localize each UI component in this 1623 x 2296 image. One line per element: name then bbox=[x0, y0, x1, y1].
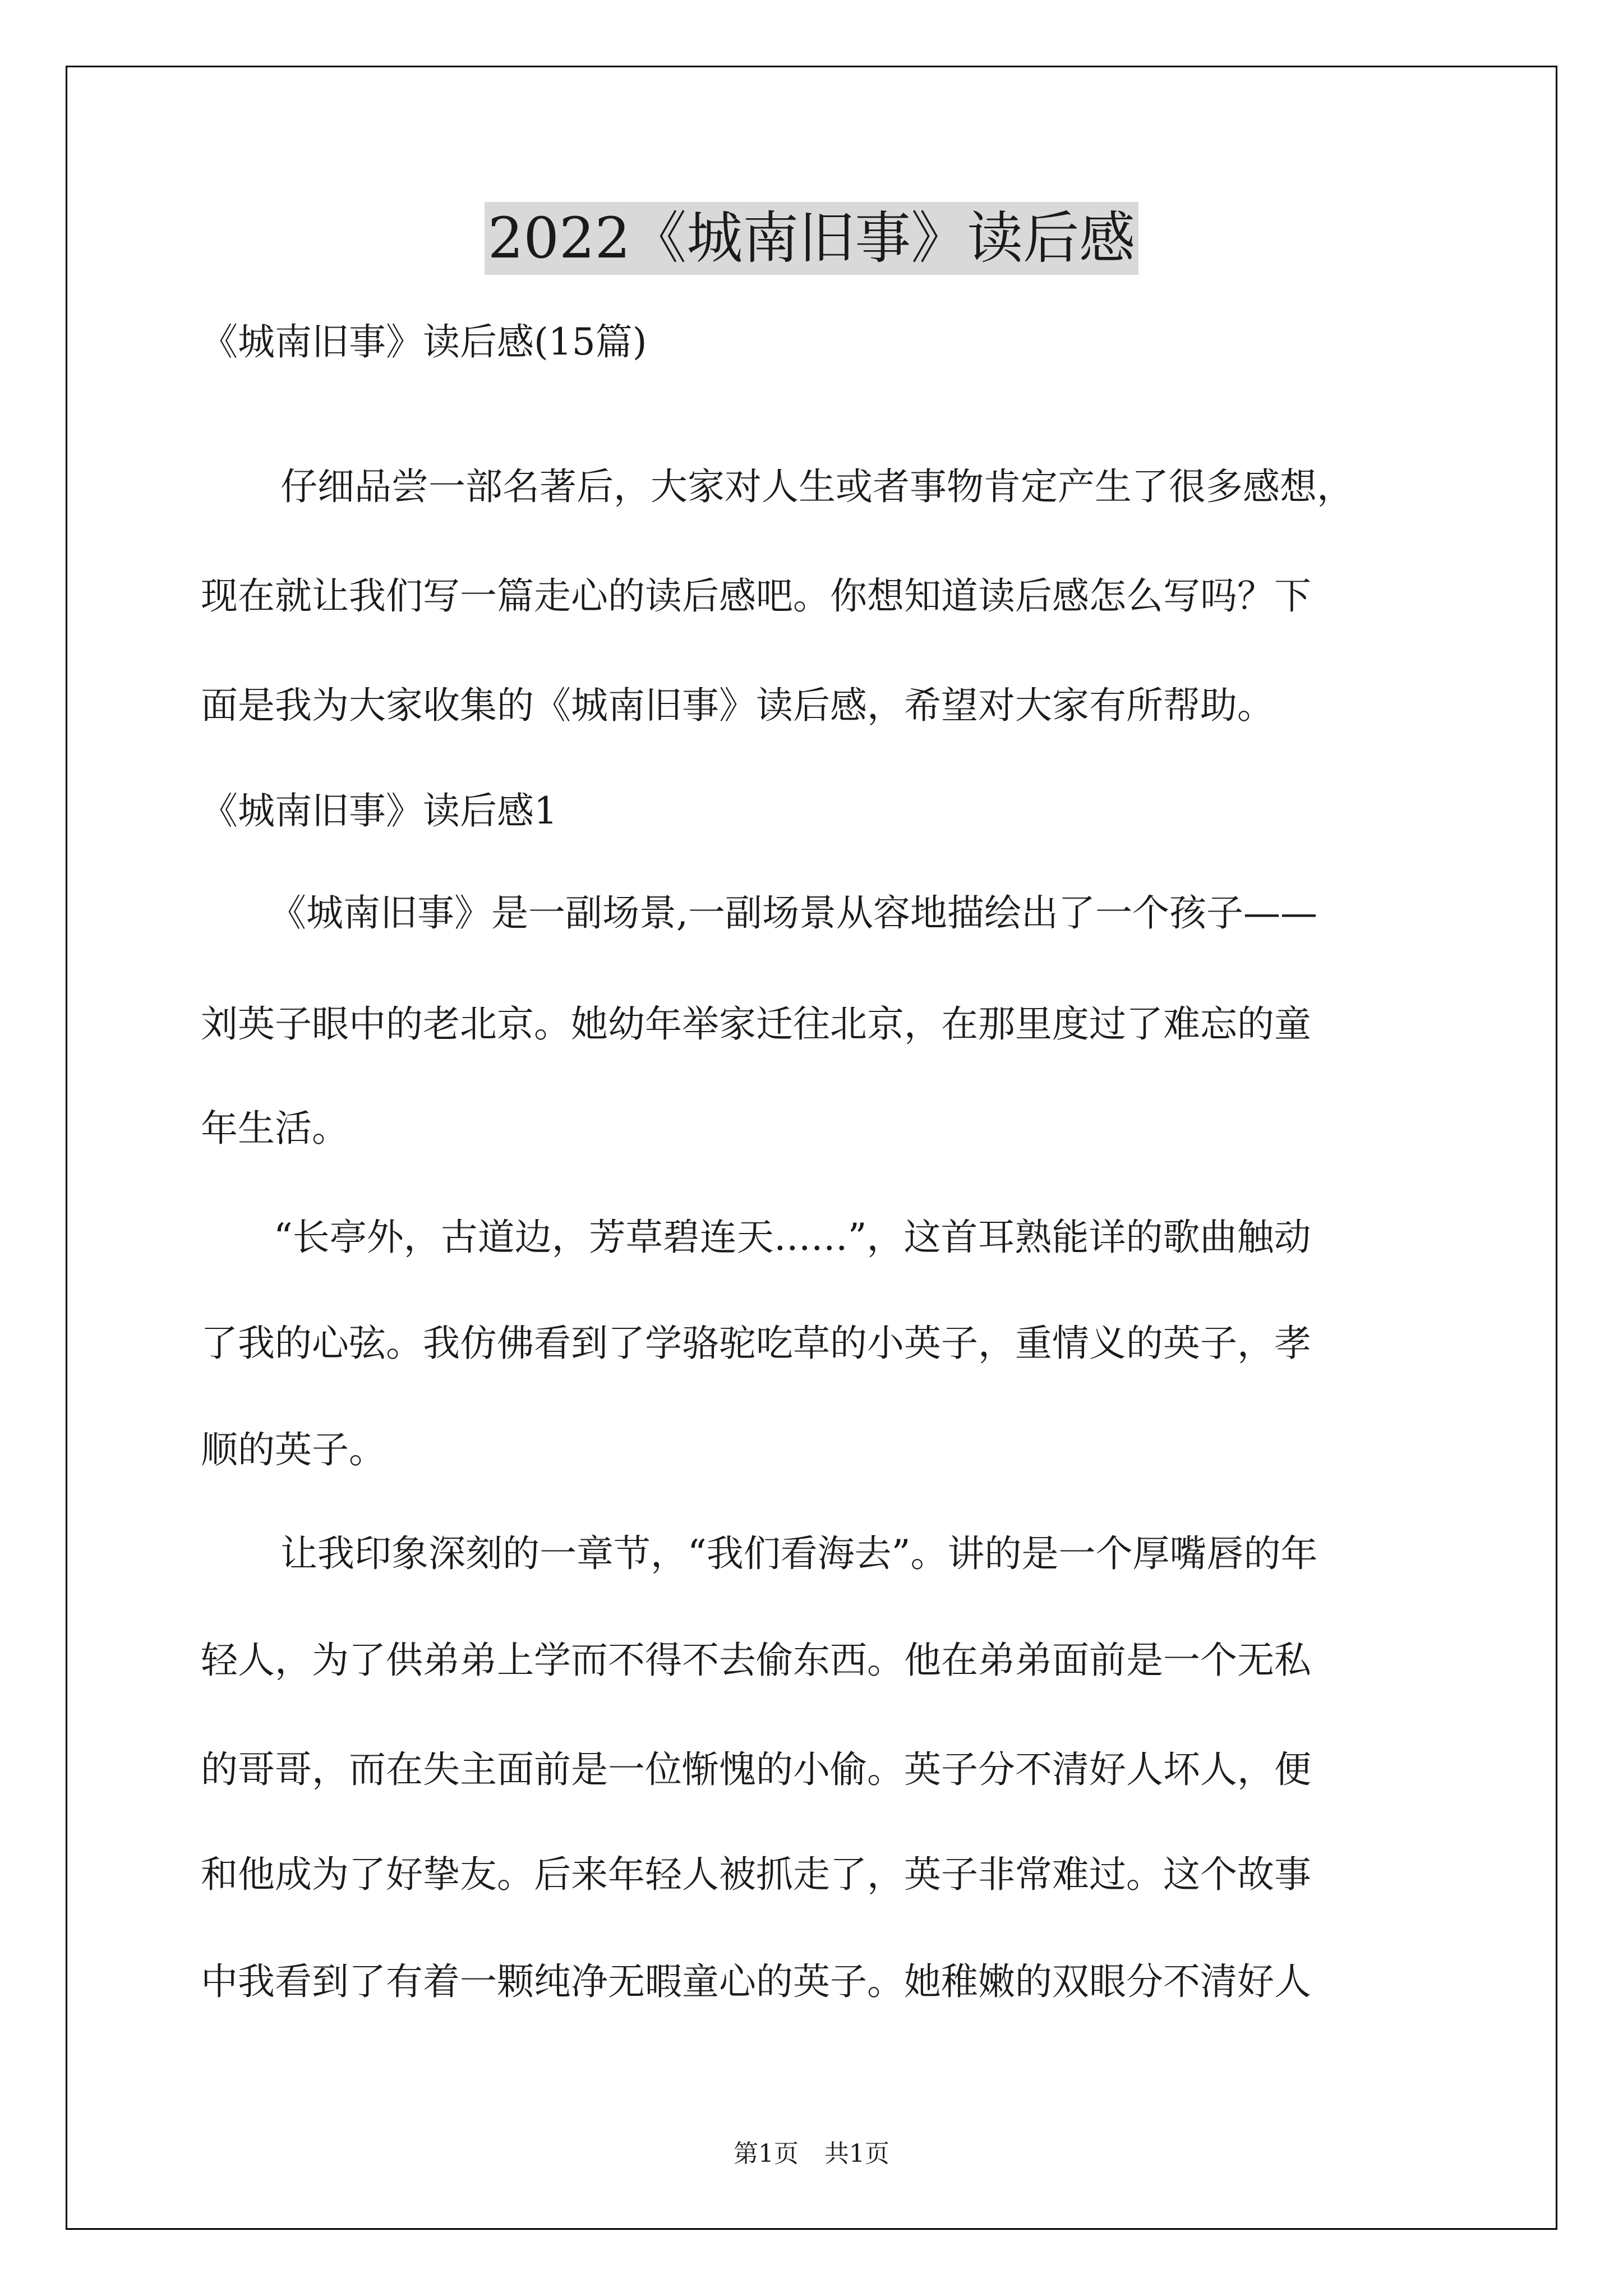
paragraph-line: 中我看到了有着一颗纯净无暇童心的英子。她稚嫩的双眼分不清好人 bbox=[201, 1960, 1311, 2003]
paragraph-line: 了我的心弦。我仿佛看到了学骆驼吃草的小英子，重情义的英子，孝 bbox=[201, 1322, 1311, 1365]
intro-line: 面是我为大家收集的《城南旧事》读后感，希望对大家有所帮助。 bbox=[201, 684, 1274, 727]
paragraph-line: 让我印象深刻的一章节，“我们看海去”。讲的是一个厚嘴唇的年 bbox=[280, 1532, 1318, 1575]
paragraph-line: 轻人，为了供弟弟上学而不得不去偷东西。他在弟弟面前是一个无私 bbox=[201, 1639, 1311, 1682]
title-container bbox=[0, 202, 1623, 275]
page-total: 共1页 bbox=[824, 2139, 889, 2168]
intro-line: 仔细品尝一部名著后，大家对人生或者事物肯定产生了很多感想， bbox=[280, 465, 1354, 508]
paragraph-line: 顺的英子。 bbox=[201, 1428, 386, 1471]
section-heading: 《城南旧事》读后感1 bbox=[201, 789, 557, 832]
paragraph-line: 的哥哥，而在失主面前是一位惭愧的小偷。英子分不清好人坏人，便 bbox=[201, 1748, 1311, 1791]
paragraph-line: 《城南旧事》是一副场景,一副场景从容地描绘出了一个孩子—— bbox=[269, 891, 1317, 935]
paragraph-line: 刘英子眼中的老北京。她幼年举家迁往北京，在那里度过了难忘的童 bbox=[201, 1002, 1311, 1046]
page-number: 第1页 bbox=[734, 2139, 799, 2168]
document-subtitle: 《城南旧事》读后感(15篇) bbox=[201, 320, 647, 364]
page-footer bbox=[0, 2137, 1623, 2171]
paragraph-line: 年生活。 bbox=[201, 1107, 349, 1150]
paragraph-line: “长亭外，古道边，芳草碧连天……”，这首耳熟能详的歌曲触动 bbox=[274, 1216, 1311, 1259]
paragraph-line: 和他成为了好挚友。后来年轻人被抓走了，英子非常难过。这个故事 bbox=[201, 1853, 1311, 1896]
intro-line: 现在就让我们写一篇走心的读后感吧。你想知道读后感怎么写吗？下 bbox=[201, 574, 1311, 618]
document-title: 2022《城南旧事》读后感 bbox=[485, 202, 1139, 275]
